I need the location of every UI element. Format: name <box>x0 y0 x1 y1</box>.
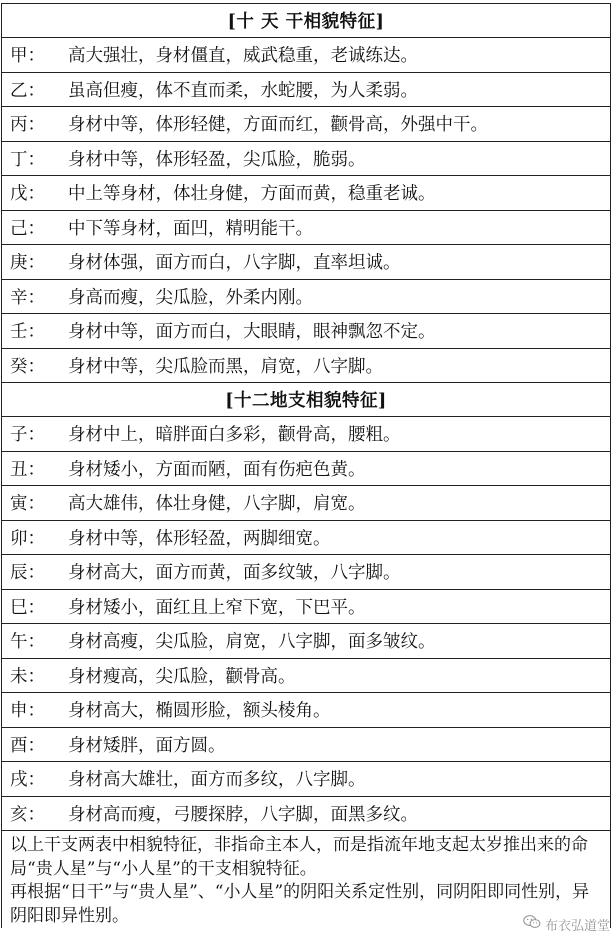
table-row <box>2 73 610 108</box>
row-description: 身材中等，尖瓜脸而黑，肩宽，八字脚。 <box>68 356 383 377</box>
table-row <box>2 349 610 384</box>
row-key: 戌： <box>10 770 45 791</box>
table-row <box>2 486 610 521</box>
stems-table-title: [十 天 干相貌特征] <box>2 4 610 38</box>
table-row <box>2 452 610 487</box>
wechat-icon <box>523 914 541 934</box>
branches-rows <box>2 417 610 831</box>
table-row <box>2 762 610 797</box>
table-row <box>2 245 610 280</box>
row-description: 高大强壮，身材僵直，威武稳重，老诚练达。 <box>68 46 418 67</box>
row-description: 身材高瘦，尖瓜脸，肩宽，八字脚，面多皱纹。 <box>68 632 436 653</box>
row-key: 申： <box>10 701 45 722</box>
row-description: 身材矮小，方面而陋，面有伤疤色黄。 <box>68 459 366 480</box>
row-key: 未： <box>10 666 45 687</box>
row-key: 丙： <box>10 115 45 136</box>
note-paragraph-2: 再根据“日干”与“贵人星”、“小人星”的阴阳关系定性别，同阴阳即同性别，异阴阳即异性别。 <box>10 882 590 926</box>
row-key: 癸： <box>10 356 45 377</box>
row-key: 庚： <box>10 253 45 274</box>
row-key: 酉： <box>10 735 45 756</box>
row-key: 乙： <box>10 80 45 101</box>
stems-rows <box>2 38 610 383</box>
row-key: 子： <box>10 425 45 446</box>
table-row <box>2 38 610 73</box>
table-row <box>2 693 610 728</box>
watermark <box>523 914 610 934</box>
row-key: 午： <box>10 632 45 653</box>
table-row <box>2 176 610 211</box>
row-description: 身材中等，体形轻盈，两脚细宽。 <box>68 528 331 549</box>
row-description: 身材中等，体形轻健，方面而红，颧骨高，外强中干。 <box>68 115 488 136</box>
note-paragraph-1: 以上干支两表中相貌特征，非指命主本人，而是指流年地支起太岁推出来的命局“贵人星”与“小人星”的干支相貌特征。 <box>10 835 588 879</box>
table-row <box>2 555 610 590</box>
row-description: 身材高大雄壮，面方而多纹，八字脚。 <box>68 770 366 791</box>
row-key: 壬： <box>10 322 45 343</box>
row-key: 甲： <box>10 46 45 67</box>
table-row <box>2 521 610 556</box>
row-description: 中上等身材，体壮身健，方面而黄，稳重老诚。 <box>68 184 436 205</box>
table-row <box>2 107 610 142</box>
row-key: 辛： <box>10 287 45 308</box>
table-row <box>2 590 610 625</box>
row-description: 身材体强，面方而白，八字脚，直率坦诚。 <box>68 253 401 274</box>
row-description: 高大雄伟，体壮身健，八字脚，肩宽。 <box>68 494 366 515</box>
table-row <box>2 659 610 694</box>
row-description: 身高而瘦，尖瓜脸，外柔内刚。 <box>68 287 313 308</box>
trait-table <box>1 3 611 928</box>
row-key: 辰： <box>10 563 45 584</box>
table-row <box>2 624 610 659</box>
row-description: 身材矮小，面红且上窄下宽，下巴平。 <box>68 597 366 618</box>
notes-block <box>2 831 610 928</box>
table-row <box>2 211 610 246</box>
row-description: 身材矮胖，面方圆。 <box>68 735 226 756</box>
row-key: 丑： <box>10 459 45 480</box>
row-description: 身材中上，暗胖面白多彩，颧骨高，腰粗。 <box>68 425 401 446</box>
table-row <box>2 797 610 832</box>
table-row <box>2 728 610 763</box>
row-description: 虽高但瘦，体不直而柔，水蛇腰，为人柔弱。 <box>68 80 418 101</box>
table-row <box>2 280 610 315</box>
row-key: 寅： <box>10 494 45 515</box>
row-description: 身材高大，椭圆形脸，额头棱角。 <box>68 701 331 722</box>
row-description: 身材中等，体形轻盈，尖瓜脸，脆弱。 <box>68 149 366 170</box>
row-description: 中下等身材，面凹，精明能干。 <box>68 218 313 239</box>
row-key: 己： <box>10 218 45 239</box>
row-key: 卯： <box>10 528 45 549</box>
row-key: 亥： <box>10 804 45 825</box>
row-description: 身材高而瘦，弓腰探脖，八字脚，面黑多纹。 <box>68 804 418 825</box>
branches-table-title: [十二地支相貌特征] <box>2 383 610 417</box>
row-key: 丁： <box>10 149 45 170</box>
watermark-text: 布衣弘道堂 <box>544 918 610 934</box>
row-description: 身材瘦高，尖瓜脸，颧骨高。 <box>68 666 296 687</box>
row-key: 巳： <box>10 597 45 618</box>
table-row <box>2 314 610 349</box>
table-row <box>2 417 610 452</box>
row-description: 身材中等，面方而白，大眼睛，眼神飘忽不定。 <box>68 322 436 343</box>
row-description: 身材高大，面方而黄，面多纹皱，八字脚。 <box>68 563 401 584</box>
row-key: 戊： <box>10 184 45 205</box>
table-row <box>2 142 610 177</box>
